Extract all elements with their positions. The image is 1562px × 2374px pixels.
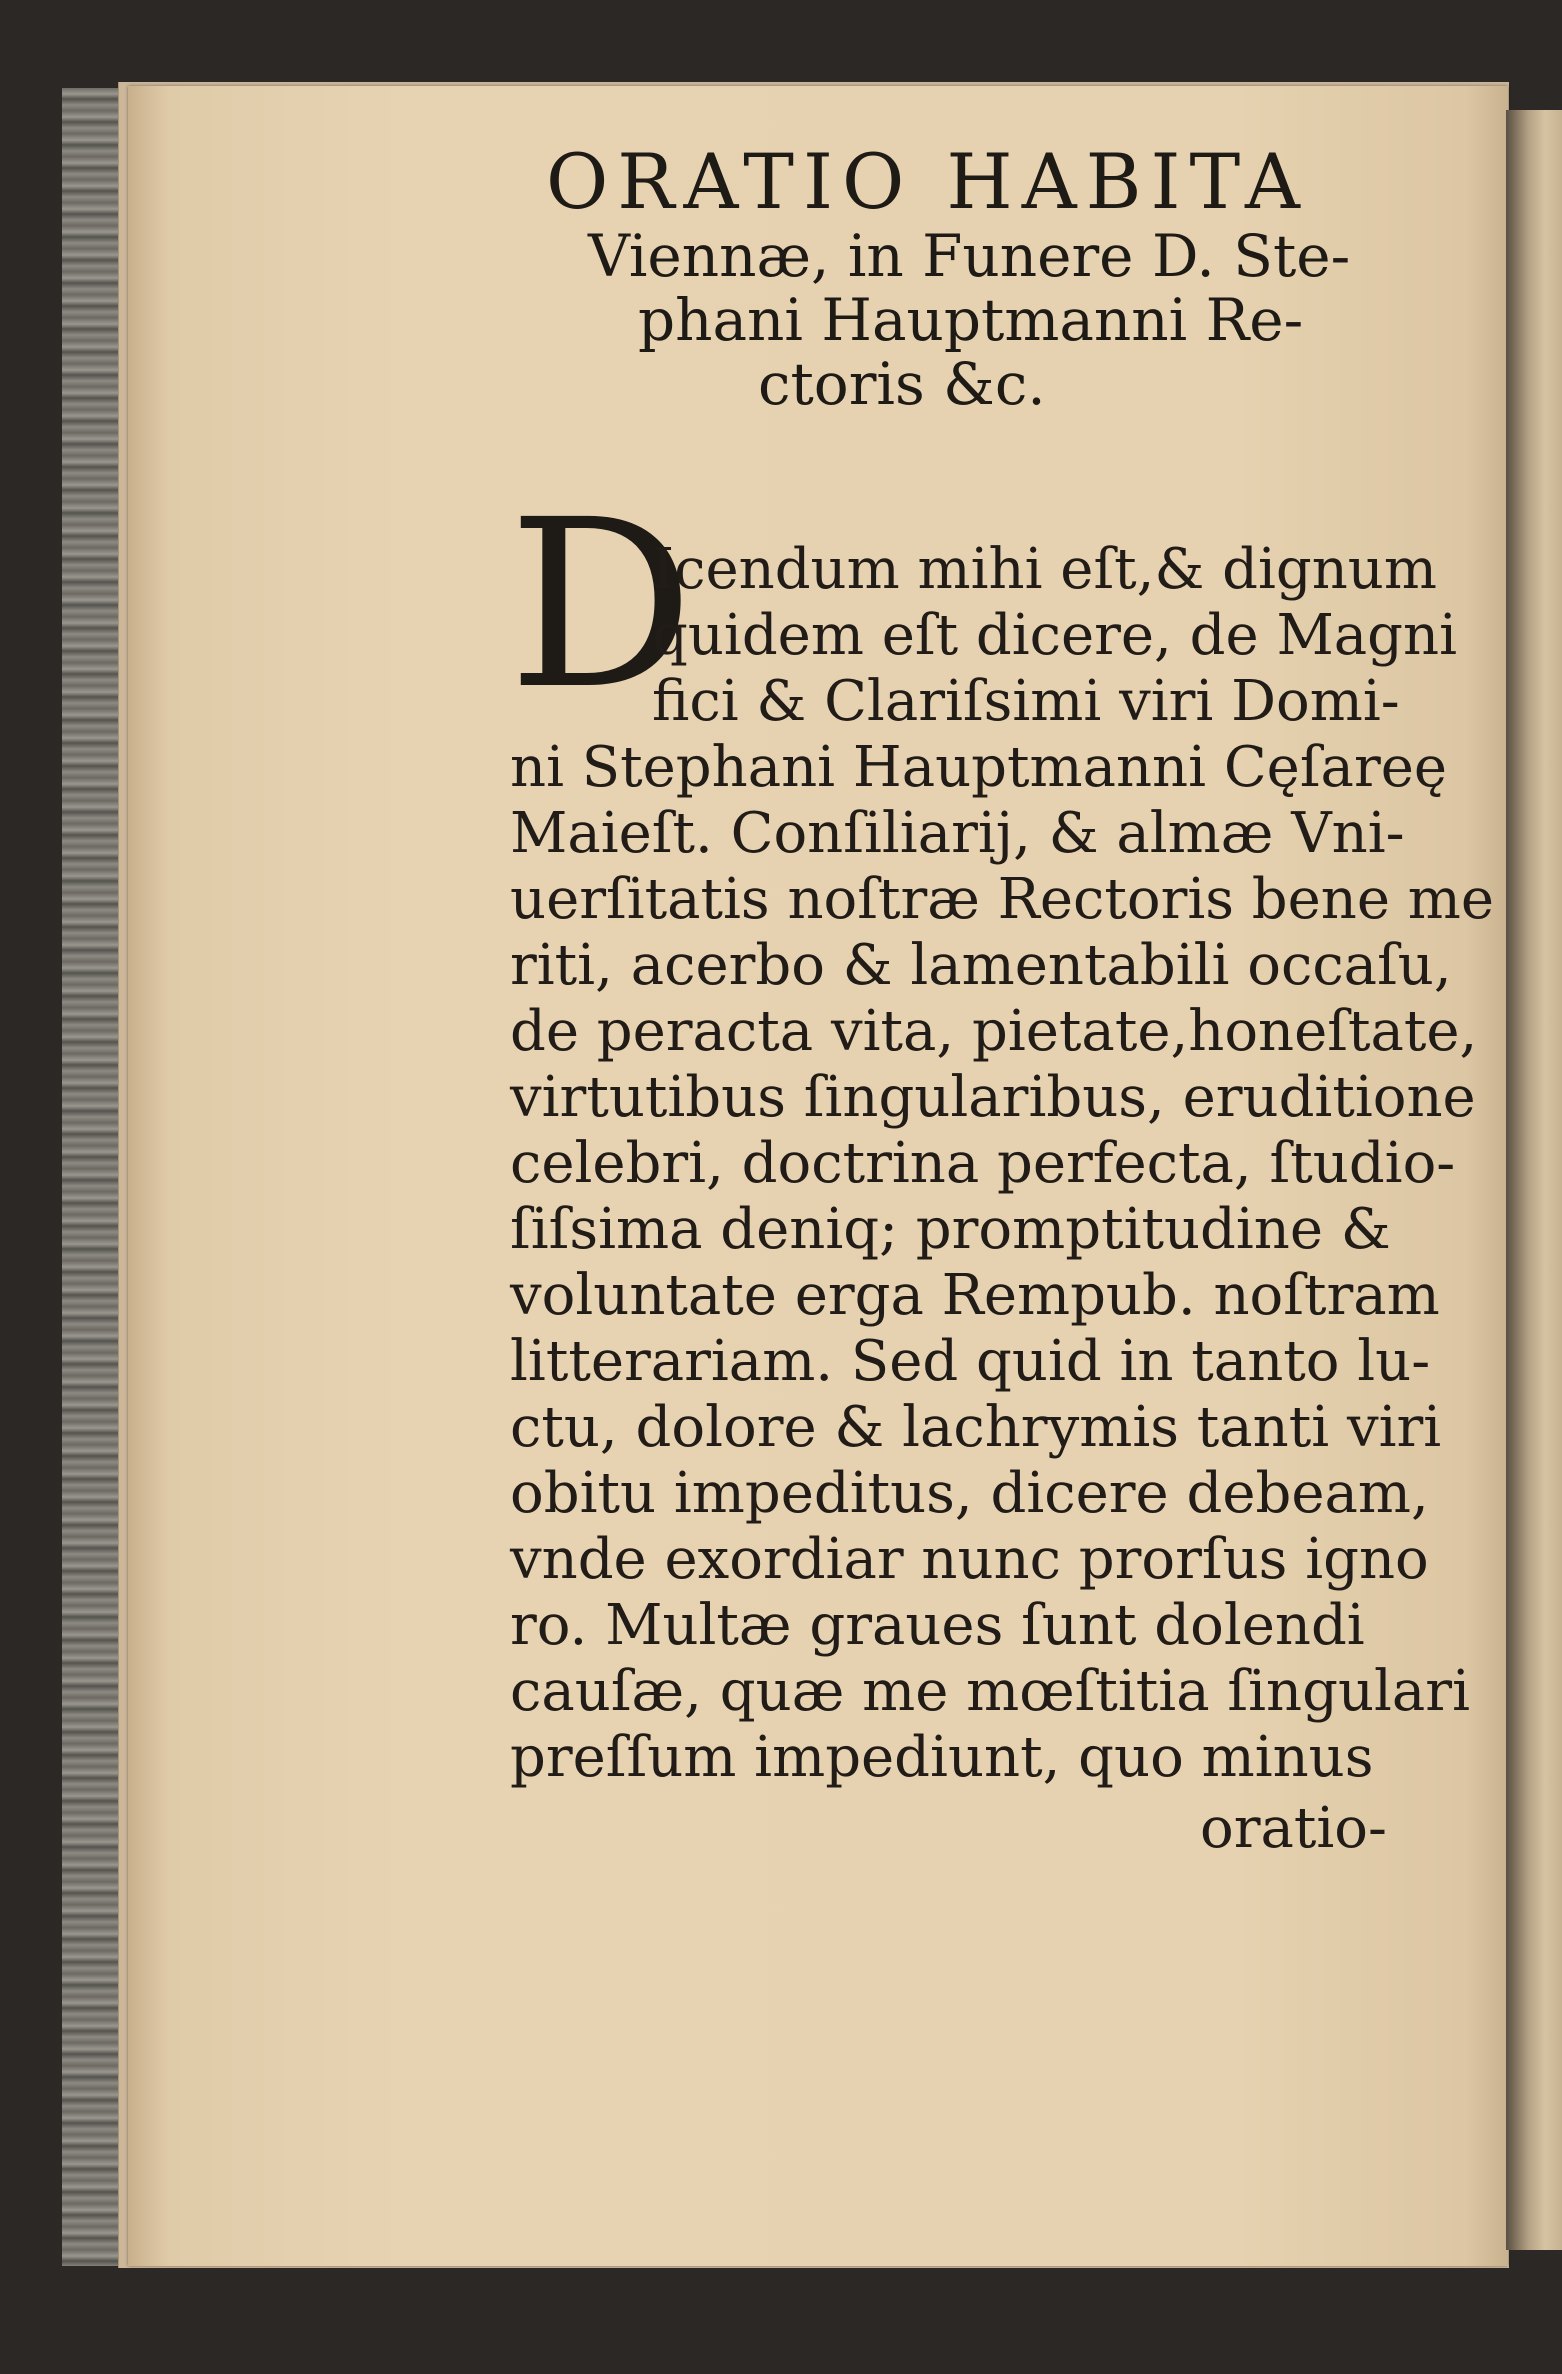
body-line: virtutibus ſingularibus, eruditione — [510, 1065, 1476, 1130]
facing-page-edge — [1506, 110, 1562, 2250]
body-line: litterariam. Sed quid in tanto lu- — [510, 1329, 1431, 1394]
body-line: ni Stephani Hauptmanni Cęſareę — [510, 735, 1447, 800]
body-line: voluntate erga Rempub. noſtram — [510, 1263, 1440, 1328]
drop-cap: D — [508, 470, 695, 740]
body-line: riti, acerbo & lamentabili occaſu, — [510, 933, 1452, 998]
body-line: uerſitatis noſtræ Rectoris bene me — [510, 867, 1495, 932]
heading-line-1: ORATIO HABITA — [546, 137, 1309, 226]
body-line: ro. Multæ graues ſunt dolendi — [510, 1593, 1365, 1658]
body-line: celebri, doctrina perfecta, ſtudio- — [510, 1131, 1456, 1196]
body-line: ſiſsima deniq; promptitudine & — [510, 1197, 1391, 1262]
catchword: oratio- — [1200, 1796, 1387, 1861]
body-line: quidem eſt dicere, de Magni — [652, 603, 1457, 668]
heading-line-4: ctoris &c. — [758, 350, 1046, 418]
body-line: preſſum impediunt, quo minus — [510, 1725, 1374, 1790]
body-line: ctu, dolore & lachrymis tanti viri — [510, 1395, 1442, 1460]
heading-line-3: phani Hauptmanni Re- — [638, 286, 1304, 354]
body-line: de peracta vita, pietate,honeſtate, — [510, 999, 1478, 1064]
body-line: Maieſt. Conſiliarij, & almæ Vni- — [510, 801, 1405, 866]
body-line: obitu impeditus, dicere debeam, — [510, 1461, 1429, 1526]
heading-line-2: Viennæ, in Funere D. Ste- — [588, 222, 1351, 290]
body-line: Icendum mihi eſt,& dignum — [652, 537, 1437, 602]
body-line: cauſæ, quæ me mœſtitia ſingulari — [510, 1659, 1470, 1724]
body-line: fici & Clariſsimi viri Domi- — [652, 669, 1400, 734]
body-line: vnde exordiar nunc prorſus igno — [510, 1527, 1429, 1592]
oration-heading — [540, 137, 1380, 418]
